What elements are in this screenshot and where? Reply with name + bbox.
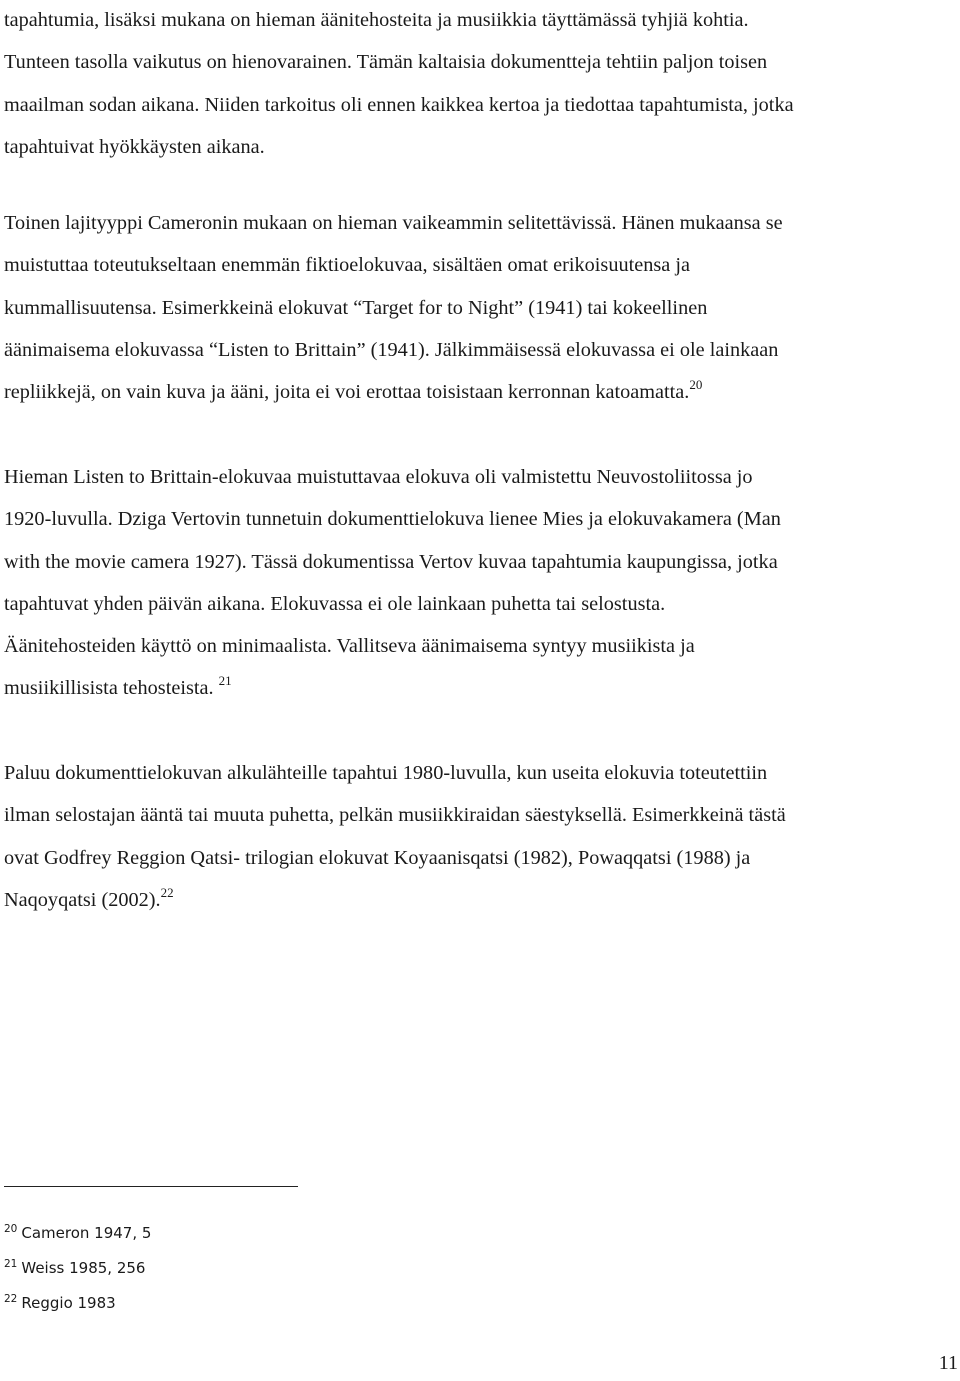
- text-line: Hieman Listen to Brittain-elokuvaa muistuttavaa elokuva oli valmistettu Neuvostoliitossa jo: [4, 466, 753, 488]
- text-line: ovat Godfrey Reggion Qatsi- trilogian elokuvat Koyaanisqatsi (1982), Powaqqatsi (1988) ja: [4, 846, 751, 869]
- footnote: [4, 1212, 151, 1247]
- text-line: äänimaisema elokuvassa “Listen to Brittain” (1941). Jälkimmäisessä elokuvassa ei ole lainkaan: [4, 338, 779, 361]
- footnote-reference[interactable]: 21: [218, 673, 232, 689]
- text-line: Äänitehosteiden käyttö on minimaalista. Vallitseva äänimaisema syntyy musiikista ja: [4, 635, 695, 658]
- text-line: Toinen lajityyppi Cameronin mukaan on hieman vaikeammin selitettävissä. Hänen mukaansa se: [4, 212, 783, 234]
- paragraph-3: [4, 456, 960, 710]
- text-line: maailman sodan aikana. Niiden tarkoitus oli ennen kaikkea kertoa ja tiedottaa tapahtumista, jotka: [4, 93, 794, 116]
- text-line-with-footnote: [4, 879, 960, 921]
- paragraph-4: [4, 752, 960, 921]
- paragraph-1: [4, 0, 960, 168]
- text-line: musiikillisista tehosteista.: [4, 677, 219, 700]
- footnote-number: 20: [4, 1223, 18, 1235]
- footnote-reference[interactable]: 22: [160, 884, 174, 900]
- text-line: 1920-luvulla. Dziga Vertovin tunnetuin dokumenttielokuva lienee Mies ja elokuvakamera (Man: [4, 508, 781, 531]
- text-line: kummallisuutensa. Esimerkkeinä elokuvat “Target for to Night” (1941) tai kokeellinen: [4, 296, 708, 319]
- footnote-number: 21: [4, 1258, 18, 1270]
- footnote-reference[interactable]: 20: [689, 377, 703, 393]
- footnote-separator: [4, 1186, 298, 1187]
- footnote-number: 22: [4, 1293, 18, 1305]
- text-line: Naqoyqatsi (2002).: [4, 888, 161, 911]
- footnote-text: Reggio 1983: [21, 1293, 116, 1312]
- text-line-with-footnote: [4, 667, 960, 709]
- text-line: muistuttaa toteutukseltaan enemmän fiktioelokuvaa, sisältäen omat erikoisuutensa ja: [4, 254, 690, 277]
- text-line: with the movie camera 1927). Tässä dokumentissa Vertov kuvaa tapahtumia kaupungissa, jotka: [4, 550, 778, 573]
- text-line: tapahtuvat yhden päivän aikana. Elokuvassa ei ole lainkaan puhetta tai selostusta.: [4, 592, 666, 615]
- footnotes: [4, 1212, 151, 1317]
- text-line: tapahtuivat hyökkäysten aikana.: [4, 135, 265, 158]
- footnote-text: Cameron 1947, 5: [21, 1223, 152, 1242]
- text-line-with-footnote: [4, 371, 960, 413]
- text-line: ilman selostajan ääntä tai muuta puhetta, pelkän musiikkiraidan säestyksellä. Esimerkkeinä tästä: [4, 804, 786, 827]
- text-line: repliikkejä, on vain kuva ja ääni, joita ei voi erottaa toisistaan kerronnan katoamatta.: [4, 381, 690, 404]
- footnote: [4, 1247, 151, 1282]
- footnote: [4, 1282, 151, 1317]
- text-line: Paluu dokumenttielokuvan alkulähteille tapahtui 1980-luvulla, kun useita elokuvia toteutettiin: [4, 762, 768, 784]
- text-line: tapahtumia, lisäksi mukana on hieman äänitehosteita ja musiikkia täyttämässä tyhjiä kohtia.: [4, 9, 749, 31]
- paragraph-2: [4, 202, 960, 413]
- page-number: 11: [938, 1352, 958, 1374]
- footnote-text: Weiss 1985, 256: [21, 1258, 146, 1277]
- text-line: Tunteen tasolla vaikutus on hienovarainen. Tämän kaltaisia dokumentteja tehtiin paljon toisen: [4, 51, 768, 74]
